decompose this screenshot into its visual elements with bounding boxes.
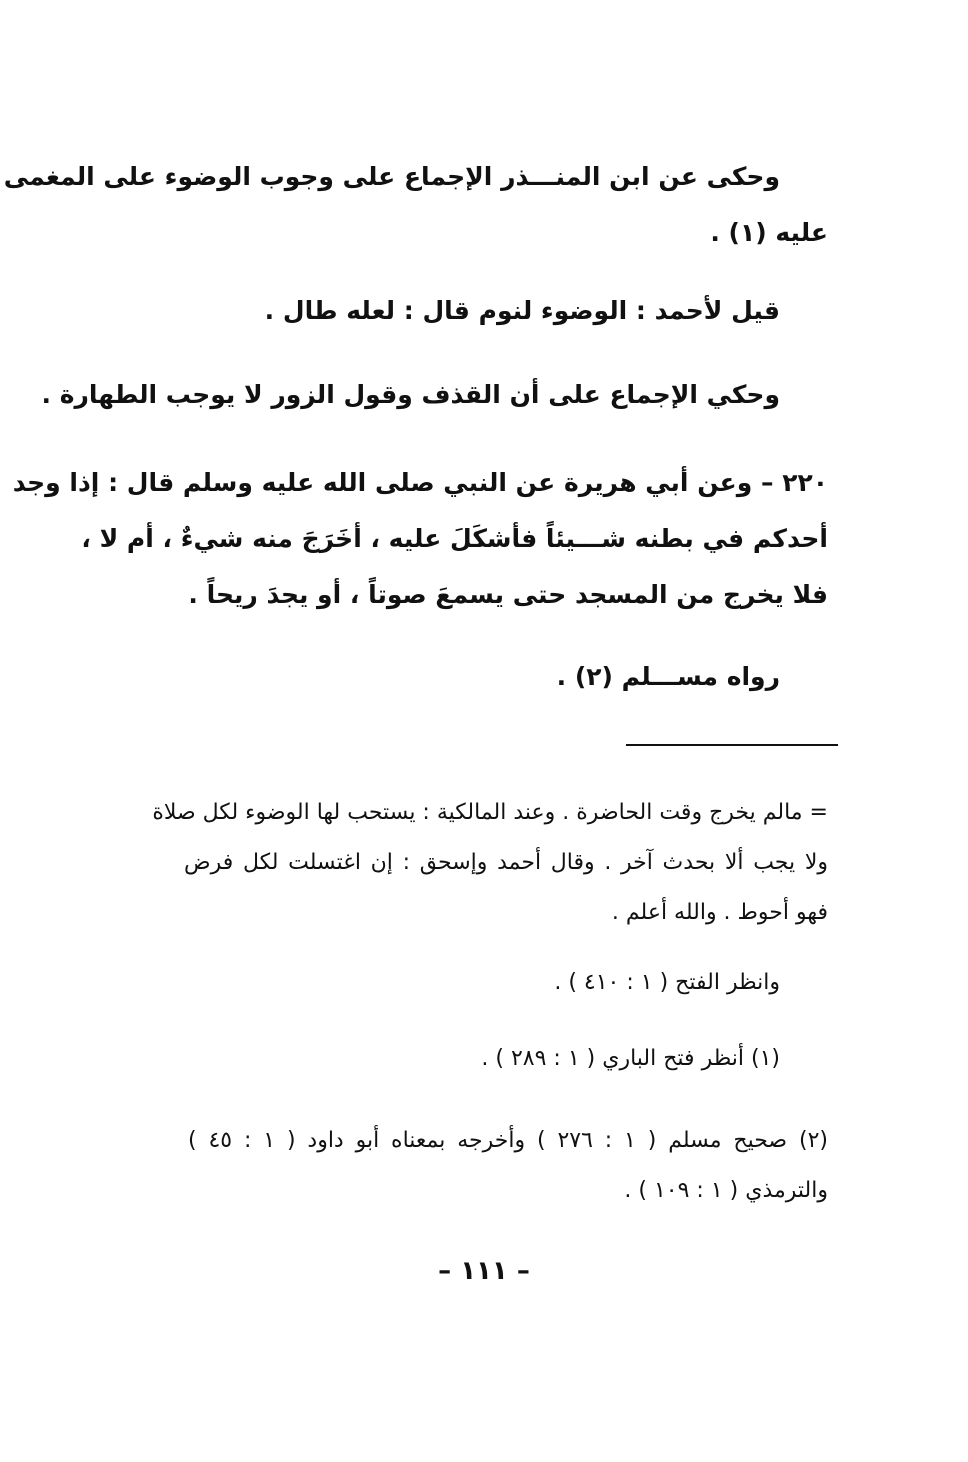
footnote-line: ولا يجب ألا بحدث آخر . وقال أحمد وإسحق : إن اغتسلت لكل فرض — [184, 850, 828, 875]
main-text-line: عليه (١) . — [710, 218, 828, 247]
main-text-line: فلا يخرج من المسجد حتى يسمعَ صوتاً ، أو يجدَ ريحاً . — [188, 580, 828, 609]
footnote-line: فهو أحوط . والله أعلم . — [611, 900, 828, 925]
main-text-line: وحكي الإجماع على أن القذف وقول الزور لا يوجب الطهارة . — [41, 380, 780, 409]
page-number: – ١١١ – — [438, 1256, 530, 1286]
main-text-line: ٢٢٠ – وعن أبي هريرة عن النبي صلى الله عليه وسلم قال : إذا وجد — [12, 468, 828, 497]
main-text-line: وحكى عن ابن المنـــذر الإجماع على وجوب الوضوء على المغمى — [3, 162, 780, 191]
footnote-line: = مالم يخرج وقت الحاضرة . وعند المالكية : يستحب لها الوضوء لكل صلاة — [152, 800, 828, 825]
footnote-line: (٢) صحيح مسلم ( ١ : ٢٧٦ ) وأخرجه بمعناه أبو داود ( ١ : ٤٥ ) — [188, 1128, 828, 1153]
footnote-separator — [626, 744, 838, 746]
footnote-line: (١) أنظر فتح الباري ( ١ : ٢٨٩ ) . — [481, 1046, 780, 1071]
main-text-line: أحدكم في بطنه شـــيئاً فأشكَلَ عليه ، أخَرَجَ منه شيءٌ ، أم لا ، — [81, 524, 828, 553]
footnote-line: وانظر الفتح ( ١ : ٤١٠ ) . — [554, 970, 780, 995]
main-text-line: رواه مســـلم (٢) . — [556, 662, 780, 691]
main-text-line: قيل لأحمد : الوضوء لنوم قال : لعله طال . — [264, 296, 780, 325]
footnote-line: والترمذي ( ١ : ١٠٩ ) . — [624, 1178, 828, 1203]
